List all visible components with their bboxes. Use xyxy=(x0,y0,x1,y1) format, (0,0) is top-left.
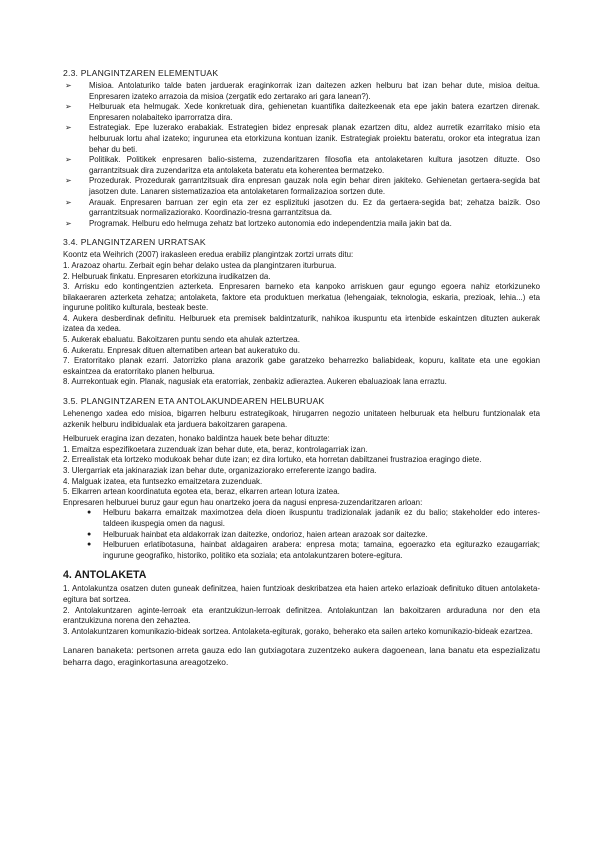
steps-intro: Koontz eta Weihrich (2007) irakasleen eredua erabiliz plangintzak zortzi urrats ditu: xyxy=(63,250,354,260)
goals-list xyxy=(63,508,540,561)
list-item: 5. Aukerak ebaluatu. Bakoitzaren puntu sendo eta ahulak aztertzea. xyxy=(63,335,300,345)
closing-paragraph: Lanaren banaketa: pertsonen arreta gauza edo lan gutxiagotara zuzentzeko aukera dagoenean, lana banatu eta espezializatu beharra dago, eraginkortasuna areagotzeko. xyxy=(63,645,540,668)
list-item: 3. Arrisku edo kontingentzien azterketa. Enpresaren barneko eta kanpoko arriskuen gaur egungo egoera nahiz etorkizuneko bilakaeraren azterketa zehatza; antolaketa, faktore eta produktuen merkatua (lehengaiak, teknologia, eskaria, prezioak, lehia...) eta ingurune politiko kulturala, besteak beste. xyxy=(63,282,540,313)
section-2-3-heading: 2.3. PLANGINTZAREN ELEMENTUAK xyxy=(63,68,219,78)
list-item: 8. Aurrekontuak egin. Planak, nagusiak eta eratorriak, zenbakiz adieraztea. Aukeren ebaluazioak lana erraztu. xyxy=(63,377,447,387)
arrow-bullet-icon: ➢ xyxy=(65,102,72,112)
conditions-intro: Helburuek eragina izan dezaten, honako baldintza hauek bete behar dituzte: xyxy=(63,434,330,444)
list-item: 3. Antolakuntzaren komunikazio-bideak sortzea. Antolaketa-egiturak, gorako, beherako eta sailen arteko komunikazio-bideak ezartzea. xyxy=(63,626,533,636)
goals-intro: Enpresaren helburuei buruz gaur egun hau onartzeko joera da nagusi enpresa-zuzendaritzaren arloan: xyxy=(63,497,423,507)
list-item: ● Helburu bakarra emaitzak maximotzea dela dioen ikuspuntu tradizionalak jadanik ez du balio; stakeholder edo interes-taldeen ikuspegia omen da nagusi. xyxy=(63,508,540,529)
arrow-bullet-icon: ➢ xyxy=(65,155,72,165)
arrow-bullet-icon: ➢ xyxy=(65,176,72,186)
section-3-5-heading: 3.5. PLANGINTZAREN ETA ANTOLAKUNDEAREN HELBURUAK xyxy=(63,396,325,407)
list-item: 3. Ulergarriak eta jakinaraziak izan behar dute, organizaziorako erreferente izango badira. xyxy=(63,466,377,475)
organization-list xyxy=(63,584,540,637)
list-item: 2. Errealistak eta lortzeko modukoak behar dute izan; ez dira lortuko, eta horretan dabiltzanei frustrazioa eragingo diete. xyxy=(63,455,482,465)
list-item: ● Helburuen erlatibotasuna, hainbat aldagairen arabera: enpresa mota; tamaina, egoerazko eta egiturazko ezaugarriak; ingurune geografiko, historiko, politiko eta soziala; eta antolakuntzaren botere-egitura. xyxy=(63,540,540,561)
list-item: ➢ Misioa. Antolaturiko talde baten jarduerak eraginkorrak izan daitezen azken helburu bat izan behar dute, misioa deitua. Enpresaren izateko arrazoia da misioa (zergatik edo zertarako ari gara lanean?). xyxy=(65,81,540,101)
list-item: 4. Malguak izatea, eta funtsezko emaitzetara zuzenduak. xyxy=(63,476,263,486)
objectives-intro: Lehenengo xadea edo misioa, bigarren helburu estrategikoak, hirugarren negozio unitateen helburuak eta helburu funtzionalak eta azkenik helburu indibidualak eta jarduera bakoitzaren garapena. xyxy=(63,409,540,429)
section-3-4-heading: 3.4. PLANGINTZAREN URRATSAK xyxy=(63,237,206,248)
list-item: 1. Emaitza espezifikoetara zuzenduak izan behar dute, eta, beraz, kontrolagarriak izan. xyxy=(63,444,368,454)
arrow-bullet-icon: ➢ xyxy=(65,197,72,207)
list-item: 1. Antolakuntza osatzen duten guneak definitzea, haien funtzioak deskribatzea eta haien arteko erlazioak definituko dituen antolaketa-egitura bat sortzea. xyxy=(63,584,540,604)
section-4-heading: 4. ANTOLAKETA xyxy=(63,569,147,582)
elements-list xyxy=(63,81,540,229)
list-item: ➢ Helburuak eta helmugak. Xede konkretuak dira, gehienetan kuantifika daitezkeenak eta epe jakin batera ezartzen direnak. Enpresaren nolabaiteko iparrorratza dira. xyxy=(65,102,540,122)
steps-list xyxy=(63,261,540,388)
list-item: ➢ Estrategiak. Epe luzerako erabakiak. Estrategien bidez enpresak planak ezartzen ditu, aldez aurretik ezarritako misio eta helburuak lortu ahal izateko; ingurunea eta etorkizuna kontuan izanik. Estrategiak proiektu bateratu, orokor eta integratua izan behar du beti. xyxy=(65,123,540,154)
list-item: ➢ Prozedurak. Prozedurak garrantzitsuak dira enpresan gauzak nola egin behar diren jakiteko. Gehienetan gertaera-segida bat jasotzen dute. Lanaren sistematizazioa eta antolaketaren formalizazioa sortzen dute. xyxy=(65,176,540,196)
list-item: ➢ Programak. Helburu edo helmuga zehatz bat lortzeko autonomia edo independentzia maila jakin bat da. xyxy=(65,218,452,228)
dot-bullet-icon: ● xyxy=(87,509,92,517)
dot-bullet-icon: ● xyxy=(87,530,92,538)
list-item: ➢ Politikak. Politikek enpresaren balio-sistema, zuzendaritzaren filosofia eta antolaketaren kultura jasotzen dituzte. Oso garrantzitsuak dira zuzendaritza eta antolaketa bateratu eta koherentea bermatzeko. xyxy=(65,155,540,175)
list-item: 5. Elkarren artean koordinatuta egotea eta, beraz, elkarren artean lotura izatea. xyxy=(63,487,340,497)
list-item: 2. Antolakuntzaren aginte-lerroak eta erantzukizun-lerroak definitzea. Antolakuntzan lan bakoitzaren arduraduna nor den eta erantzukizuna norena den zehaztea. xyxy=(63,605,540,626)
list-item: 7. Eratorritako planak ezarri. Jatorrizko plana arazorik gabe garatzeko beharrezko baliabideak, kopuru, kalitate eta une egokian eskaintzea da eratorritako planen helburua. xyxy=(63,356,540,376)
list-item: ● Helburuak hainbat eta aldakorrak izan daitezke, ondorioz, haien artean arazoak sor daitezke. xyxy=(63,530,540,541)
document-page xyxy=(63,68,540,668)
arrow-bullet-icon: ➢ xyxy=(65,81,72,90)
list-item: 1. Arazoaz ohartu. Zerbait egin behar delako ustea da plangintzaren iturburua. xyxy=(63,260,337,270)
list-item: 2. Helburuak finkatu. Enpresaren etorkizuna irudikatzen da. xyxy=(63,271,271,281)
arrow-bullet-icon: ➢ xyxy=(65,218,72,228)
dot-bullet-icon: ● xyxy=(87,541,92,549)
arrow-bullet-icon: ➢ xyxy=(65,123,72,133)
list-item: 6. Aukeratu. Enpresak dituen alternatiben artean bat aukeratuko du. xyxy=(63,345,300,355)
conditions-list xyxy=(63,445,540,498)
list-item: ➢ Arauak. Enpresaren barruan zer egin eta zer ez esplizituki jasotzen du. Ez da gertaera-segida bat; zehatza baizik. Oso garrantzitsuak normalizaziorako. Koordinazio-tresna garrantzitsua da. xyxy=(65,197,540,218)
list-item: 4. Aukera desberdinak definitu. Helburuek eta premisek baldintzaturik, nahikoa ikuspuntu eta irtenbide eskaintzen dituzten aukerak izatea da xedea. xyxy=(63,313,540,334)
